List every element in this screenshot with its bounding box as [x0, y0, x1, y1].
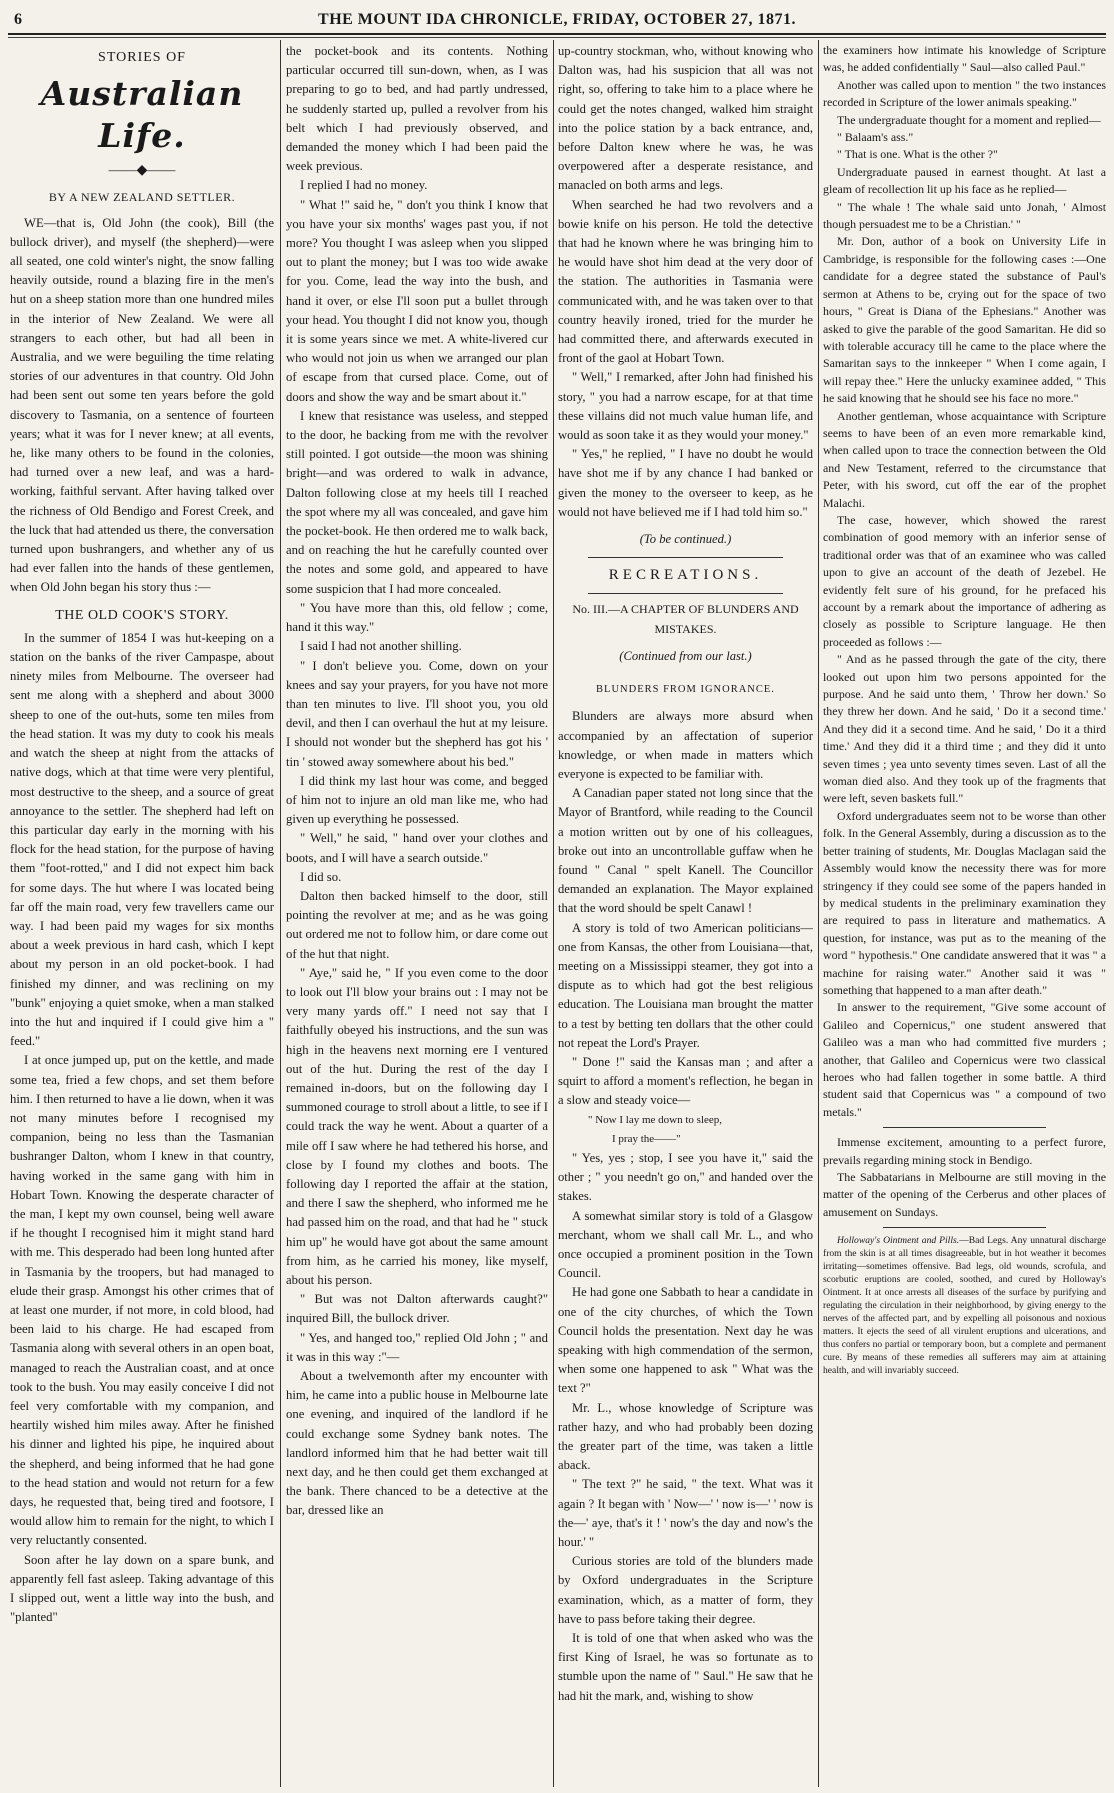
- story-title: THE OLD COOK'S STORY.: [55, 607, 229, 623]
- paragraph: In the summer of 1854 I was hut-keeping on a station on the banks of the river Campaspe, about ninety miles from Melbourne. The overseer had sent me along with a shepherd and about 3000 sheep to one of the out-huts, some ten miles from the head station. It was my duty to cook his meals and watch the sheep at night from the attacks of native dogs, which at that time were very plentiful, most destructive to the sheep, and a source of great annoyance to the settler. The shepherd had left on this particular day early in the morning with his flock for the head station, for the purpose of having them "foot-rotted," and I did not expect him back for some days. The hut where I was located being far off the main road, very few travellers came our way. I had been paid my wages for six months about a week previous in hard cash, which I kept about my person in an old pocket-book. I had finished my dinner, and was reclining on my "bunk" enjoying a quiet smoke, when a man stalked into the hut and inquired if I could give him a " feed.": [10, 630, 274, 1049]
- paragraph: Oxford undergraduates seem not to be worse than other folk. In the General Assembly, during a discussion as to the better training of students, Mr. Douglas Maclagan said the Assembly would know the necessity there was for more stringency if they could see some of the papers handed in by medical students in the preliminary examination they are required to pass in literature and mathematics. A question, for instance, was put as to the meaning of the word " hypothesis." One candidate answered that it was " a machine for raising water." Another said it was " something that happened to a man after death.": [823, 808, 1106, 997]
- paragraph: The Sabbatarians in Melbourne are still moving in the matter of the opening of the Cerberus and other places of amusement on Sundays.: [823, 1170, 1106, 1219]
- divider: [588, 557, 783, 558]
- paragraph: " Yes," he replied, " I have no doubt he would have shot me if by any chance I had banked or given the money to the overseer to keep, as he would not have believed me if I had told him so.": [558, 447, 813, 519]
- paragraph: A Canadian paper stated not long since that the Mayor of Brantford, while reading to the Council a motion written out by one of his colleagues, broke out into an uncontrollable guffaw when he found " Canal " spelt Kanell. The Councillor demanded an explanation. The Mayor explained that the word should be spelt Canawl !: [558, 786, 813, 916]
- paragraph: " And as he passed through the gate of the city, there looked out upon him two persons appointed for the purpose. And he said unto them, ' Throw her down.' So they threw her down. And he said, ' Do it a second time.' And they did it a second time. And he said, ' Do it a third time.' And they did it a third time ; and they did it unto seven times ; yea unto seventy times seven. Last of all the woman died also. And they took up of the fragments that were left, seven baskets full.": [823, 652, 1106, 806]
- verse-line: " Now I lay me down to sleep,: [588, 1113, 723, 1126]
- paragraph: the examiners how intimate his knowledge of Scripture was, he added confidentially " Saul—also called Paul.": [823, 43, 1106, 75]
- column-3: [558, 42, 813, 1787]
- column-4: [823, 42, 1106, 1787]
- paragraph: Undergraduate paused in earnest thought. At last a gleam of recollection lit up his face as he replied—: [823, 164, 1106, 197]
- chapter-heading: No. III.—A CHAPTER OF BLUNDERS AND MISTAKES.: [572, 602, 799, 636]
- paragraph: " Done !" said the Kansas man ; and after a squirt to afford a moment's reflection, he began in a slow and steady voice—: [558, 1054, 813, 1108]
- paragraph: " Yes, and hanged too," replied Old John ; " and it was in this way :"—: [286, 1330, 548, 1364]
- column-divider: [553, 40, 554, 1787]
- paragraph: I knew that resistance was useless, and stepped to the door, he backing from me with the revolver still pointed. I got outside—the moon was shining bright—and was ordered to walk in advance, Dalton following close at my heels till I reached the spot where my all was concealed, and gave him the pocket-book. He then ordered me to walk back, and on reaching the hut he carefully counted over the notes and some gold, and appeared to have some suspicion that I had more concealed.: [286, 408, 548, 596]
- paragraph: The case, however, which showed the rarest combination of good memory with an inferior sense of traditional order was that of an examinee who was called upon to give an account of the death of Jezebel. He evidently felt sure of his ground, for he prefaced his account by a remark about the importance of adhering as closely as possible to Scripture language. He then proceeded as follows :—: [823, 512, 1106, 649]
- continued-note: (To be continued.): [639, 532, 732, 547]
- paragraph: It is told of one that when asked who was the first King of Israel, he was so fortunate as to stumble upon the name of " Saul." He saw that he had hit the mark, and, wishing to show: [558, 1631, 813, 1703]
- masthead-rule-thin: [8, 37, 1106, 38]
- paragraph: " Well," I remarked, after John had finished his story, " you had a narrow escape, for at that time these villains did not much value human life, and would as soon take it as they would your money.": [558, 370, 813, 443]
- newspaper-title: THE MOUNT IDA CHRONICLE, FRIDAY, OCTOBER 27, 1871.: [318, 11, 796, 28]
- paragraph: He had gone one Sabbath to hear a candidate in one of the city churches, of which the Town Council holds the presentation. Next day he was speaking with high commendation of the sermon, when some one happened to ask " What was the text ?": [558, 1285, 813, 1396]
- paragraph: I did think my last hour was come, and begged of him not to injure an old man like me, who had given up everything he possessed.: [286, 773, 548, 827]
- paragraph: A somewhat similar story is told of a Glasgow merchant, whom we shall call Mr. L., and who once occupied a prominent position in the Town Council.: [558, 1208, 813, 1281]
- paragraph: Dalton then backed himself to the door, still pointing the revolver at me; and as he was going out ordered me not to follow him, or dare come out of the hut that night.: [286, 888, 548, 961]
- column-2: [286, 42, 548, 1787]
- paragraph: up-country stockman, who, without knowing who Dalton was, had his suspicion that all was not right, so, offering to take him to a place where he could get the notes changed, walked him straight into the police station by a back entrance, and, before Dalton knew where he was, he was overpowered after a desperate resistance, and manacled on both arms and legs.: [558, 44, 813, 193]
- paragraph: " The whale ! The whale said unto Jonah, ' Almost though persuadest me to be a Christian.' ": [823, 199, 1106, 232]
- masthead: [0, 0, 1114, 36]
- paragraph: WE—that is, Old John (the cook), Bill (the bullock driver), and myself (the shepherd)—were all seated, one cold winter's night, the snow falling heavily outside, round a blazing fire in the men's hut on a sheep station more than one hundred miles in the interior of New Zealand. We were all strangers to each other, but had all been in Australia, and we were beguiling the time relating stories of our adventures in that country. Old John had been sent out some ten years before the gold discovery to Tasmania, on a sentence of fourteen years; what it was for I never knew; at all events, he, like many others to be found in the colonies, had turned over a new leaf, and was a hard-working, faithful servant. After having talked over the richness of Old Bendigo and Forest Creek, and the luck that had attended us there, the conversation turned upon bushrangers, and whether any of us had ever fallen into the hands of these gentlemen, when Old John began his story thus :—: [10, 215, 274, 595]
- paragraph: " The text ?" he said, " the text. What was it again ? It began with ' Now—' ' now is—' ' now is the—' aye, that's it ! ' now's the day and now's the hour.' ": [558, 1477, 813, 1550]
- paragraph: " Yes, yes ; stop, I see you have it," said the other ; " you needn't go on," and handed over the stakes.: [558, 1150, 813, 1204]
- paragraph: the pocket-book and its contents. Nothing particular occurred till sun-down, when, as I was preparing to go to bed, and had partly undressed, he suddenly started up, pulled a revolver from his belt which I had previously observed, and demanded the money which I had been paid the week previous.: [286, 44, 548, 174]
- paragraph: I at once jumped up, put on the kettle, and made some tea, fried a few chops, and set them before him. I then returned to have a lie down, when it was not many minutes before I recognised my companion, being no less than the Tasmanian bushranger Dalton, whom I knew in that country, having worked in the same gang with him in Hobart Town. Knowing the desperate character of the man, I kept my own counsel, being well aware if he thought I recognised him it might stand hard with me. This desperado had been long hunted after in Tasmania by the troopers, but had managed to elude their grasp. Amongst his other crimes that of at least one murder, if not more, in cold blood, had been laid to his charge. He had escaped from Tasmania along with several others in an open boat, managed to reach the Australian coast, and at once took to the bush. You may easily conceive I did not feel very comfortable with my companion, and heartily wished him miles away. After he finished his dinner and lighted his pipe, he inquired about the shepherd, and being informed that he had gone to the head station and would not return for a few days, he requested that, being tired and footsore, I would allow him to remain for the night, to which I very reluctantly consented.: [10, 1053, 274, 1548]
- ornament-divider: ——◆——: [108, 163, 176, 179]
- paragraph: Another was called upon to mention " the two instances recorded in Scripture of the lower animals speaking.": [823, 77, 1106, 110]
- advertisement: [823, 1234, 1106, 1377]
- page-number: 6: [14, 11, 22, 28]
- article-title: Australian Life.: [40, 74, 244, 156]
- column-divider: [280, 40, 281, 1787]
- subsection-heading: BLUNDERS FROM IGNORANCE.: [596, 684, 775, 696]
- divider: [883, 1227, 1046, 1228]
- paragraph: " What !" said he, " don't you think I know that you have your six months' wages past you, if not more? You thought I was asleep when you slipped out to plant the money; but I was too wide awake for you. Come, lead the way into the bush, and hand it over, or else I'll soon put a bullet through your head. You thought I did not know you, though it is some years since we met. A white-livered cur who would not join us when we arranged our plan of escape from that cursed place. Come, out of doors and show the way and be smart about it.": [286, 197, 548, 404]
- column-divider: [818, 40, 819, 1787]
- column-1: [10, 42, 274, 1787]
- paragraph: Another gentleman, whose acquaintance with Scripture seems to have been of an even more remarkable kind, when called upon to trace the connection between the Old and New Testament, referred to the circumstance that Peter, with his sword, cut off the ear of the prophet Malachi.: [823, 408, 1106, 510]
- continued-from-note: (Continued from our last.): [619, 648, 752, 663]
- paragraph: About a twelvemonth after my encounter with him, he came into a public house in Melbourne late one evening, and inquired of the landlord if he could exchange some Sydney bank notes. The landlord informed him that he had better wait till next day, and he then could get them exchanged at the bank. There chanced to be a detective at the bar, dressed like an: [286, 1369, 548, 1518]
- byline: BY A NEW ZEALAND SETTLER.: [48, 190, 236, 205]
- divider: [588, 593, 783, 594]
- masthead-rule: [8, 33, 1106, 35]
- paragraph: I said I had not another shilling.: [300, 639, 462, 654]
- paragraph: Soon after he lay down on a spare bunk, and apparently fell fast asleep. Taking advantage of this I slipped out, went a little way into the bush, and "planted": [10, 1552, 274, 1625]
- paragraph: I replied I had no money.: [300, 178, 428, 193]
- paragraph: Curious stories are told of the blunders made by Oxford undergraduates in the Scripture examination, which, as a matter of form, they have to pass before taking their degree.: [558, 1554, 813, 1626]
- paragraph: " You have more than this, old fellow ; come, hand it this way.": [286, 600, 548, 635]
- paragraph: Immense excitement, amounting to a perfect furore, prevails regarding mining stock in Bendigo.: [823, 1135, 1106, 1167]
- paragraph: In answer to the requirement, "Give some account of Galileo and Copernicus," one student answered that Galileo was a man who had committed five murders ; another, that Galileo and Copernicus were two classical heroes who had fallen together in some battle. A third student said that Copernicus was " a compound of two metals.": [823, 1000, 1106, 1119]
- paragraph: A story is told of two American politicians—one from Kansas, the other from Louisiana—that, meeting on a Mississippi steamer, they got into a dispute as to which had got the best religious education. The Louisiana man brought the matter to a test by betting ten dollars that the other could not repeat the Lord's Prayer.: [558, 920, 813, 1050]
- divider: [883, 1127, 1046, 1128]
- paragraph: " But was not Dalton afterwards caught?" inquired Bill, the bullock driver.: [286, 1292, 548, 1326]
- paragraph: " Well," he said, " hand over your clothes and boots, and I will have a search outside.": [286, 831, 548, 865]
- paragraph: " That is one. What is the other ?": [837, 147, 998, 162]
- paragraph: Mr. Don, author of a book on University Life in Cambridge, is responsible for the following cases :—One candidate for a degree stated the substance of Paul's sermon at Athens to be, crying out for the space of two hours, " Great is Diana of the Ephesians." Another was asked to give the parable of the good Samaritan. He did so with tolerable accuracy till he came to the place where the Samaritan says to the innkeeper " When I come again, I will repay thee." Here the unlucky examinee added, " This he said knowing that he should see his face no more.": [823, 234, 1106, 406]
- paragraph: " I don't believe you. Come, down on your knees and say your prayers, for you have not more than ten minutes to live. I'll shoot you, you old devil, and then I can overhaul the hut at my leisure. I should not wonder but the shepherd has got his ' tin ' stowed away somewhere about his bed.": [286, 658, 548, 769]
- ad-text: —Bad Legs. Any unnatural discharge from the skin is at all times disagreeable, but in hot weather it becomes irritating—sometimes offensive. Bad legs, old wounds, scrofula, and scorbutic eruptions are cooled, soothed, and cured by Holloway's Ointment. It at once arrests all diseases of the surface by purifying and regulating the circulation in their neighborhood, by giving energy to the nerves of the affected part, and by expelling all poisonous and noxious matters. It ejects the seed of all virulent eruptions and ulcerations, and thus confers no partial or temporary boon, but a complete and permanent cure. By means of these remedies all sufferers may aim at attaining health, and will invariably succeed.: [823, 1235, 1106, 1377]
- paragraph: Blunders are always more absurd when accompanied by an affectation of superior knowledge, or when made in matters which everyone is expected to be familiar with.: [558, 709, 813, 781]
- paragraph: I did so.: [300, 869, 342, 884]
- paragraph: Mr. L., whose knowledge of Scripture was rather hazy, and who had probably been dozing the greater part of the time, was taken a little aback.: [558, 1400, 813, 1473]
- ad-title: Holloway's Ointment and Pills.: [837, 1235, 960, 1247]
- paragraph: When searched he had two revolvers and a bowie knife on his person. He told the detective that had he known where he was bringing him to he would have shot him dead at the very door of the station. The authorities in Tasmania were communicated with, and he was taken over to that country heavily ironed, tried for the murder he had committed there, and afterwards executed in front of the gaol at Hobart Town.: [558, 197, 813, 366]
- verse-line: I pray the——": [612, 1132, 681, 1145]
- paragraph: The undergraduate thought for a moment and replied—: [837, 112, 1101, 127]
- section-heading: STORIES OF: [98, 50, 186, 65]
- paragraph: " Aye," said he, " If you even come to the door to look out I'll blow your brains out : I may not be very many yards off." I need not say that I faithfully obeyed his instructions, and the sun was high in the heavens next morning ere I ventured out of the hut. During the rest of the day I remained in-doors, but on the following day I summoned courage to stroll about a little, to see if I could track the way he went. About a quarter of a mile off I saw where he had tethered his horse, and close by I found my clothes and boots. The following day I reported the affair at the station, and there I saw the shepherd, who informed me he had passed him on the road, and that had he " stuck him up" he would have got about the same amount from him, as he carried his money, like myself, about his person.: [286, 965, 548, 1287]
- recreations-heading: RECREATIONS.: [608, 567, 763, 584]
- paragraph: " Balaam's ass.": [837, 130, 914, 145]
